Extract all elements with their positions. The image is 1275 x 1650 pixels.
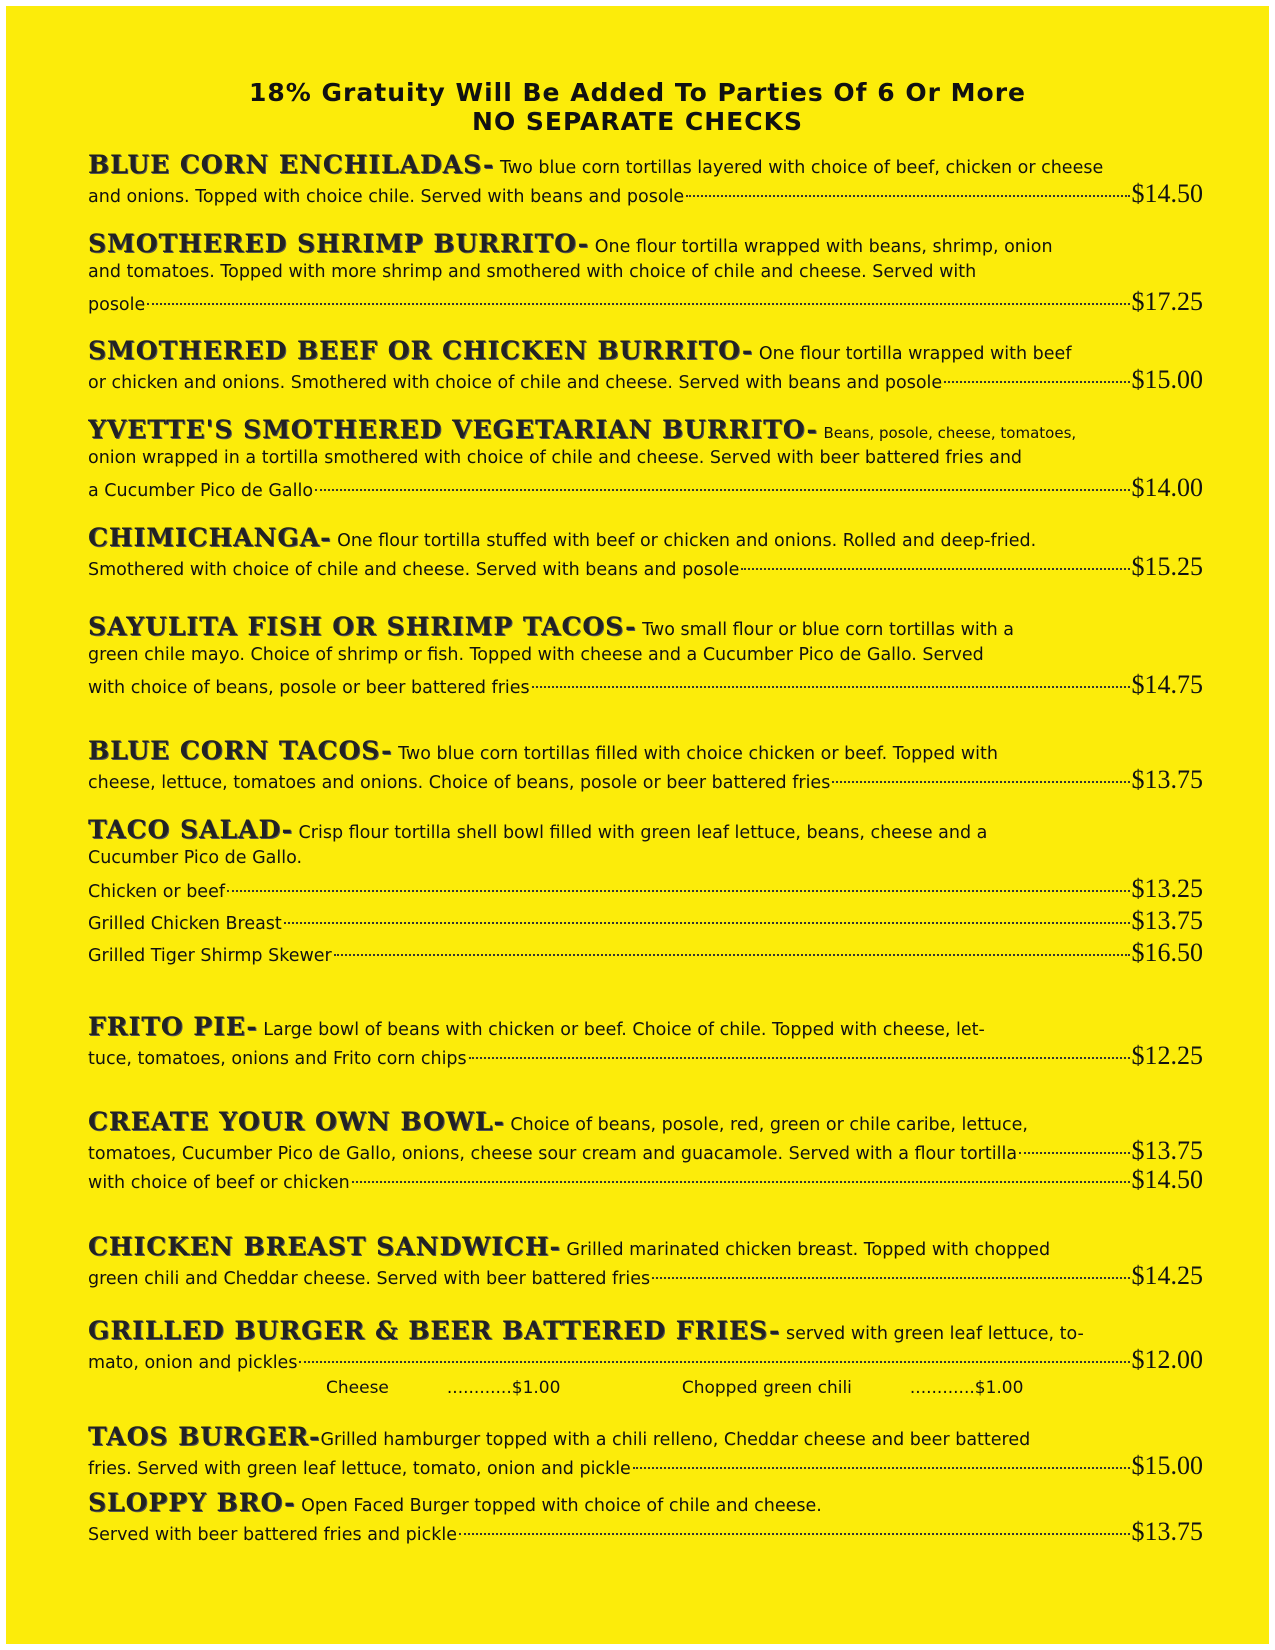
leader-dots xyxy=(315,473,1129,491)
item-description: or chicken and onions. Smothered with choice of chile and cheese. Served with beans and posole xyxy=(88,373,943,393)
menu-item-yvettes-vegetarian-burrito xyxy=(88,415,1203,502)
item-name: SAYULITA FISH OR SHRIMP TACOS- xyxy=(88,612,637,641)
item-name: YVETTE'S SMOTHERED VEGETARIAN BURRITO- xyxy=(88,415,818,444)
item-description: Two small flour or blue corn tortillas with a xyxy=(642,620,1014,640)
item-name: SMOTHERED BEEF OR CHICKEN BURRITO- xyxy=(88,336,754,365)
leader-dots xyxy=(459,1517,1129,1535)
item-description: posole xyxy=(88,295,146,315)
item-description: green chili and Cheddar cheese. Served with beer battered fries xyxy=(88,1269,651,1289)
menu-item-sloppy-bro xyxy=(88,1488,1203,1546)
menu-header xyxy=(0,78,1275,136)
menu-item-taco-salad xyxy=(88,815,1203,969)
item-price: $13.75 xyxy=(1131,1517,1203,1546)
item-description: Choice of beans, posole, red, green or chile caribe, lettuce, xyxy=(510,1115,1028,1135)
item-description: Two blue corn tortillas layered with choice of beef, chicken or cheese xyxy=(500,158,1104,178)
item-description: fries. Served with green leaf lettuce, tomato, onion and pickle xyxy=(88,1459,631,1479)
item-description: Grilled hamburger topped with a chili relleno, Cheddar cheese and beer battered xyxy=(320,1430,1031,1450)
option-price: $13.25 xyxy=(1131,874,1203,903)
leader-dots xyxy=(944,365,1129,383)
menu-item-blue-corn-enchiladas xyxy=(88,150,1203,208)
option-price: $13.75 xyxy=(1131,906,1203,935)
leader-dots xyxy=(532,670,1130,688)
item-name: FRITO PIE- xyxy=(88,1012,258,1041)
item-description: One flour tortilla wrapped with beef xyxy=(758,344,1072,364)
item-description: served with green leaf lettuce, to- xyxy=(785,1324,1084,1344)
item-price: $14.00 xyxy=(1131,473,1203,502)
leader-dots xyxy=(686,179,1129,197)
item-price: $15.25 xyxy=(1131,552,1203,581)
item-description: Beans, posole, cheese, tomatoes, xyxy=(823,424,1077,442)
item-price: $13.75 xyxy=(1131,765,1203,794)
item-price: $14.75 xyxy=(1131,670,1203,699)
item-price: $12.00 xyxy=(1131,1345,1203,1374)
item-name: TAOS BURGER- xyxy=(88,1422,321,1451)
leader-dots xyxy=(284,905,1130,924)
menu-item-grilled-burger xyxy=(88,1316,1203,1403)
gratuity-notice: 18% Gratuity Will Be Added To Parties Of 6 Or More xyxy=(248,78,1026,107)
item-description: One flour tortilla stuffed with beef or chicken and onions. Rolled and deep-fried. xyxy=(337,531,1037,551)
item-price: $15.00 xyxy=(1131,1451,1203,1480)
item-description: with choice of beans, posole or beer battered fries xyxy=(88,678,530,698)
leader-dots xyxy=(227,873,1130,892)
menu-item-create-your-own-bowl xyxy=(88,1107,1203,1194)
item-price: $14.25 xyxy=(1131,1261,1203,1290)
addon-green-chili: Chopped green chili ............$1.00 xyxy=(681,1378,1024,1398)
leader-dots xyxy=(469,1041,1130,1059)
option-label: Grilled Chicken Breast xyxy=(88,914,282,934)
item-description: Grilled marinated chicken breast. Topped with chopped xyxy=(566,1240,1051,1260)
item-description: Served with beer battered fries and pickle xyxy=(88,1525,458,1545)
item-name: CHIMICHANGA- xyxy=(88,523,332,552)
separate-checks-notice: NO SEPARATE CHECKS xyxy=(472,107,803,136)
leader-dots xyxy=(334,937,1130,956)
item-description: and tomatoes. Topped with more shrimp and smothered with choice of chile and cheese. Served with xyxy=(88,262,977,282)
burger-addons xyxy=(88,1374,1203,1403)
item-description: Smothered with choice of chile and cheese. Served with beans and posole xyxy=(88,560,740,580)
item-description: Cucumber Pico de Gallo. xyxy=(88,848,303,868)
item-name: BLUE CORN TACOS- xyxy=(88,736,393,765)
item-description: green chile mayo. Choice of shrimp or fish. Topped with cheese and a Cucumber Pico de Gallo. Served xyxy=(88,645,984,665)
menu-item-sayulita-tacos xyxy=(88,612,1203,699)
item-description: Two blue corn tortillas filled with choice chicken or beef. Topped with xyxy=(398,744,998,764)
item-description: a Cucumber Pico de Gallo xyxy=(88,481,314,501)
item-price: $17.25 xyxy=(1131,287,1203,316)
item-name: CHICKEN BREAST SANDWICH- xyxy=(88,1232,561,1261)
menu-item-frito-pie xyxy=(88,1012,1203,1070)
addon-cheese: Cheese ............$1.00 xyxy=(326,1378,561,1398)
item-price: $12.25 xyxy=(1131,1041,1203,1070)
leader-dots xyxy=(352,1165,1130,1183)
leader-dots xyxy=(147,287,1129,305)
item-name: SMOTHERED SHRIMP BURRITO- xyxy=(88,229,590,258)
leader-dots xyxy=(633,1451,1130,1469)
leader-dots xyxy=(832,765,1129,783)
item-description: tuce, tomatoes, onions and Frito corn chips xyxy=(88,1049,467,1069)
option-label: Chicken or beef xyxy=(88,882,225,902)
leader-dots xyxy=(652,1261,1129,1279)
menu-item-smothered-shrimp-burrito xyxy=(88,229,1203,316)
menu-item-chimichanga xyxy=(88,523,1203,581)
item-description: cheese, lettuce, tomatoes and onions. Choice of beans, posole or beer battered fries xyxy=(88,773,831,793)
menu-item-smothered-beef-chicken-burrito xyxy=(88,336,1203,394)
leader-dots xyxy=(1019,1136,1129,1154)
item-name: TACO SALAD- xyxy=(88,815,293,844)
leader-dots xyxy=(741,552,1129,570)
item-description: with choice of beef or chicken xyxy=(88,1173,350,1193)
item-name: CREATE YOUR OWN BOWL- xyxy=(88,1107,505,1136)
leader-dots xyxy=(299,1345,1129,1363)
item-name: SLOPPY BRO- xyxy=(88,1488,296,1517)
option-price: $16.50 xyxy=(1131,938,1203,967)
item-name: GRILLED BURGER & BEER BATTERED FRIES- xyxy=(88,1316,781,1345)
item-description: tomatoes, Cucumber Pico de Gallo, onions, cheese sour cream and guacamole. Served with a flour tortilla xyxy=(88,1144,1018,1164)
item-description: Open Faced Burger topped with choice of chile and cheese. xyxy=(301,1496,822,1516)
item-description: onion wrapped in a tortilla smothered with choice of chile and cheese. Served with beer battered fries and xyxy=(88,448,1023,468)
item-price-chicken: $14.50 xyxy=(1131,1165,1203,1194)
item-price: $14.50 xyxy=(1131,179,1203,208)
item-description: Large bowl of beans with chicken or beef. Choice of chile. Topped with cheese, let- xyxy=(263,1020,985,1040)
menu-item-blue-corn-tacos xyxy=(88,736,1203,794)
option-label: Grilled Tiger Shirmp Skewer xyxy=(88,946,332,966)
item-price-beef: $13.75 xyxy=(1131,1136,1203,1165)
item-description: Crisp flour tortilla shell bowl filled with green leaf lettuce, beans, cheese and a xyxy=(298,823,988,843)
menu-item-taos-burger xyxy=(88,1422,1203,1480)
item-description: One flour tortilla wrapped with beans, shrimp, onion xyxy=(594,237,1053,257)
menu-item-chicken-breast-sandwich xyxy=(88,1232,1203,1290)
item-description: mato, onion and pickles xyxy=(88,1353,298,1373)
item-price: $15.00 xyxy=(1131,365,1203,394)
item-description: and onions. Topped with choice chile. Served with beans and posole xyxy=(88,187,685,207)
item-name: BLUE CORN ENCHILADAS- xyxy=(88,150,495,179)
